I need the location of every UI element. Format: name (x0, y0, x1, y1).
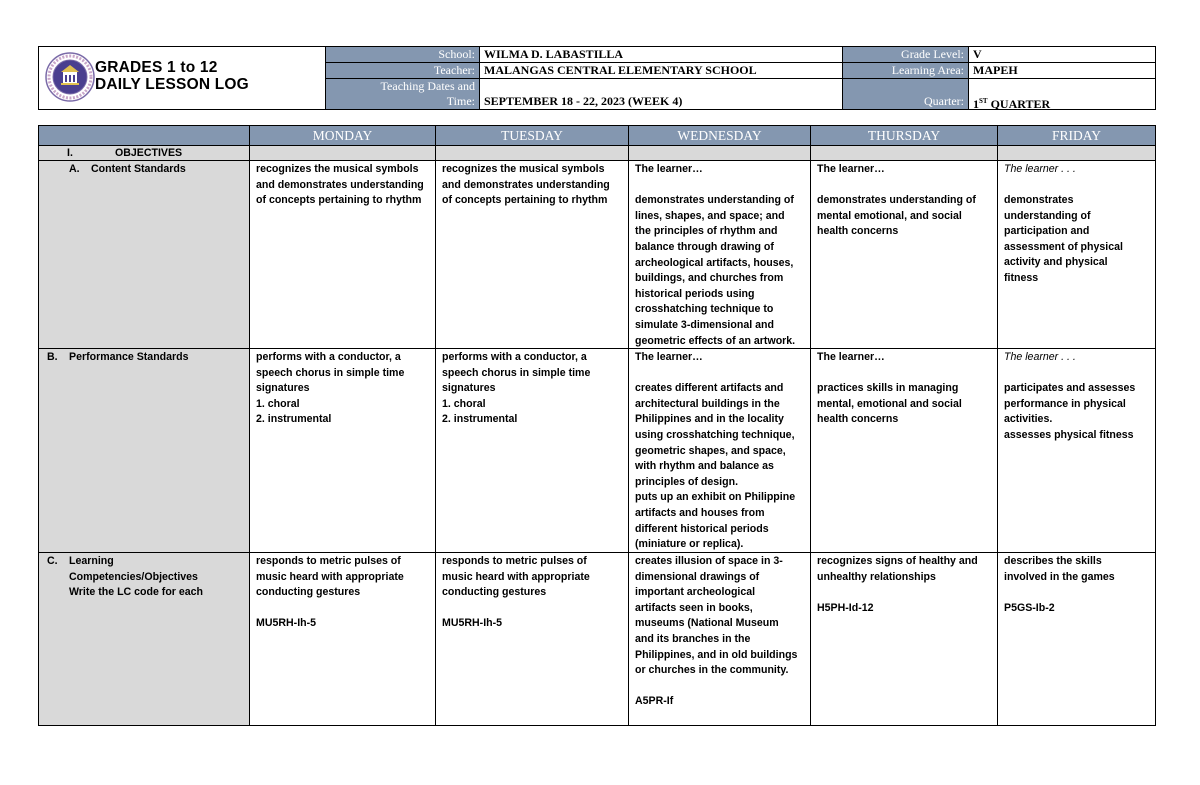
content-wednesday: The learner… demonstrates understanding of lines, shapes, and space; and the principles of rhythm and balance through drawing of archeological artifacts, houses, buildings, and churches from historical periods using crosshatching technique to simulate 3-dimensional and geometric effects of an artwork. (635, 163, 796, 347)
performance-standards-label: Performance Standards (69, 351, 189, 363)
teaching-dates-label-line1: Teaching Dates and (380, 79, 475, 93)
teaching-dates-value: SEPTEMBER 18 - 22, 2023 (WEEK 4) (484, 94, 683, 108)
quarter-word: QUARTER (987, 97, 1051, 111)
day-header-friday: FRIDAY (998, 126, 1155, 145)
title-cell (39, 47, 326, 109)
quarter-label-text: Quarter: (924, 94, 964, 108)
content-thursday: The learner… demonstrates understanding of mental emotional, and social health concerns (817, 163, 976, 238)
lesson-log-header (38, 46, 1156, 110)
learning-area-value: MAPEH (973, 63, 1018, 77)
day-header-monday: MONDAY (250, 126, 435, 145)
content-tuesday: recognizes the musical symbols and demonstrates understanding of concepts pertaining to rhythm (442, 163, 610, 207)
header-blank (39, 126, 249, 145)
performance-wednesday: The learner… creates different artifacts and architectural buildings in the Philippines and in the locality using crosshatching technique, geometric shapes, and space, with rhythm and balance as principles of design. puts up an exhibit on Philippine artifacts and houses from different historical periods (miniature or replica). (635, 351, 796, 551)
content-standards-label: Content Standards (91, 163, 186, 175)
performance-friday-intro: The learner . . . (1004, 351, 1076, 363)
grade-level-value: V (973, 47, 982, 61)
day-header-tuesday: TUESDAY (436, 126, 628, 145)
competencies-friday: describes the skills involved in the games P5GS-Ib-2 (1004, 555, 1115, 614)
performance-tuesday: performs with a conductor, a speech chorus in simple time signatures 1. choral 2. instrumental (442, 351, 591, 426)
performance-friday: participates and assesses performance in physical activities. assesses physical fitness (1004, 382, 1136, 441)
teaching-dates-label (326, 79, 479, 109)
performance-standards-number: B. (47, 351, 58, 363)
row-label-column (39, 145, 249, 725)
competencies-thursday: recognizes signs of healthy and unhealthy relationships H5PH-Id-12 (817, 555, 978, 614)
competencies-wednesday: creates illusion of space in 3- dimensional drawings of important archeological artifacts seen in books, museums (National Museum and its branches in the Philippines, and in old buildings or churches in the community. A5PR-If (635, 555, 798, 708)
grade-level-label: Grade Level: (843, 47, 968, 62)
day-header-wednesday: WEDNESDAY (629, 126, 810, 145)
teacher-value: MALANGAS CENTRAL ELEMENTARY SCHOOL (484, 63, 757, 77)
teaching-dates-label-line2: Time: (446, 94, 475, 108)
quarter-value (969, 94, 1155, 109)
quarter-suffix: ST (979, 97, 988, 105)
competencies-label: Learning Competencies/Objectives Write the LC code for each (69, 555, 204, 599)
school-label: School: (326, 47, 479, 62)
lesson-log-table (38, 125, 1156, 726)
objectives-bar (250, 146, 1155, 160)
competencies-number: C. (47, 555, 58, 567)
learning-area-label: Learning Area: (843, 63, 968, 78)
objectives-number: I. (67, 147, 73, 159)
competencies-monday: responds to metric pulses of music heard with appropriate conducting gestures MU5RH-Ih-5 (256, 555, 404, 630)
objectives-label: OBJECTIVES (115, 147, 183, 159)
quarter-number: 1 (973, 97, 979, 111)
performance-monday: performs with a conductor, a speech chorus in simple time signatures 1. choral 2. instrumental (256, 351, 405, 426)
school-value: WILMA D. LABASTILLA (484, 47, 624, 61)
content-friday: demonstrates understanding of participation and assessment of physical activity and physical fitness (1004, 194, 1123, 284)
content-friday-intro: The learner . . . (1004, 163, 1076, 175)
day-header-thursday: THURSDAY (811, 126, 997, 145)
content-standards-number: A. (69, 163, 80, 175)
teacher-label: Teacher: (326, 63, 479, 78)
title-daily-lesson-log: DAILY LESSON LOG (95, 76, 249, 93)
deped-seal-icon (45, 52, 95, 102)
content-monday: recognizes the musical symbols and demonstrates understanding of concepts pertaining to rhythm (256, 163, 424, 207)
competencies-tuesday: responds to metric pulses of music heard with appropriate conducting gestures MU5RH-Ih-5 (442, 555, 590, 630)
quarter-label (843, 79, 968, 109)
performance-thursday: The learner… practices skills in managing mental, emotional and social health concerns (817, 351, 962, 426)
title-grades: GRADES 1 to 12 (95, 59, 218, 76)
